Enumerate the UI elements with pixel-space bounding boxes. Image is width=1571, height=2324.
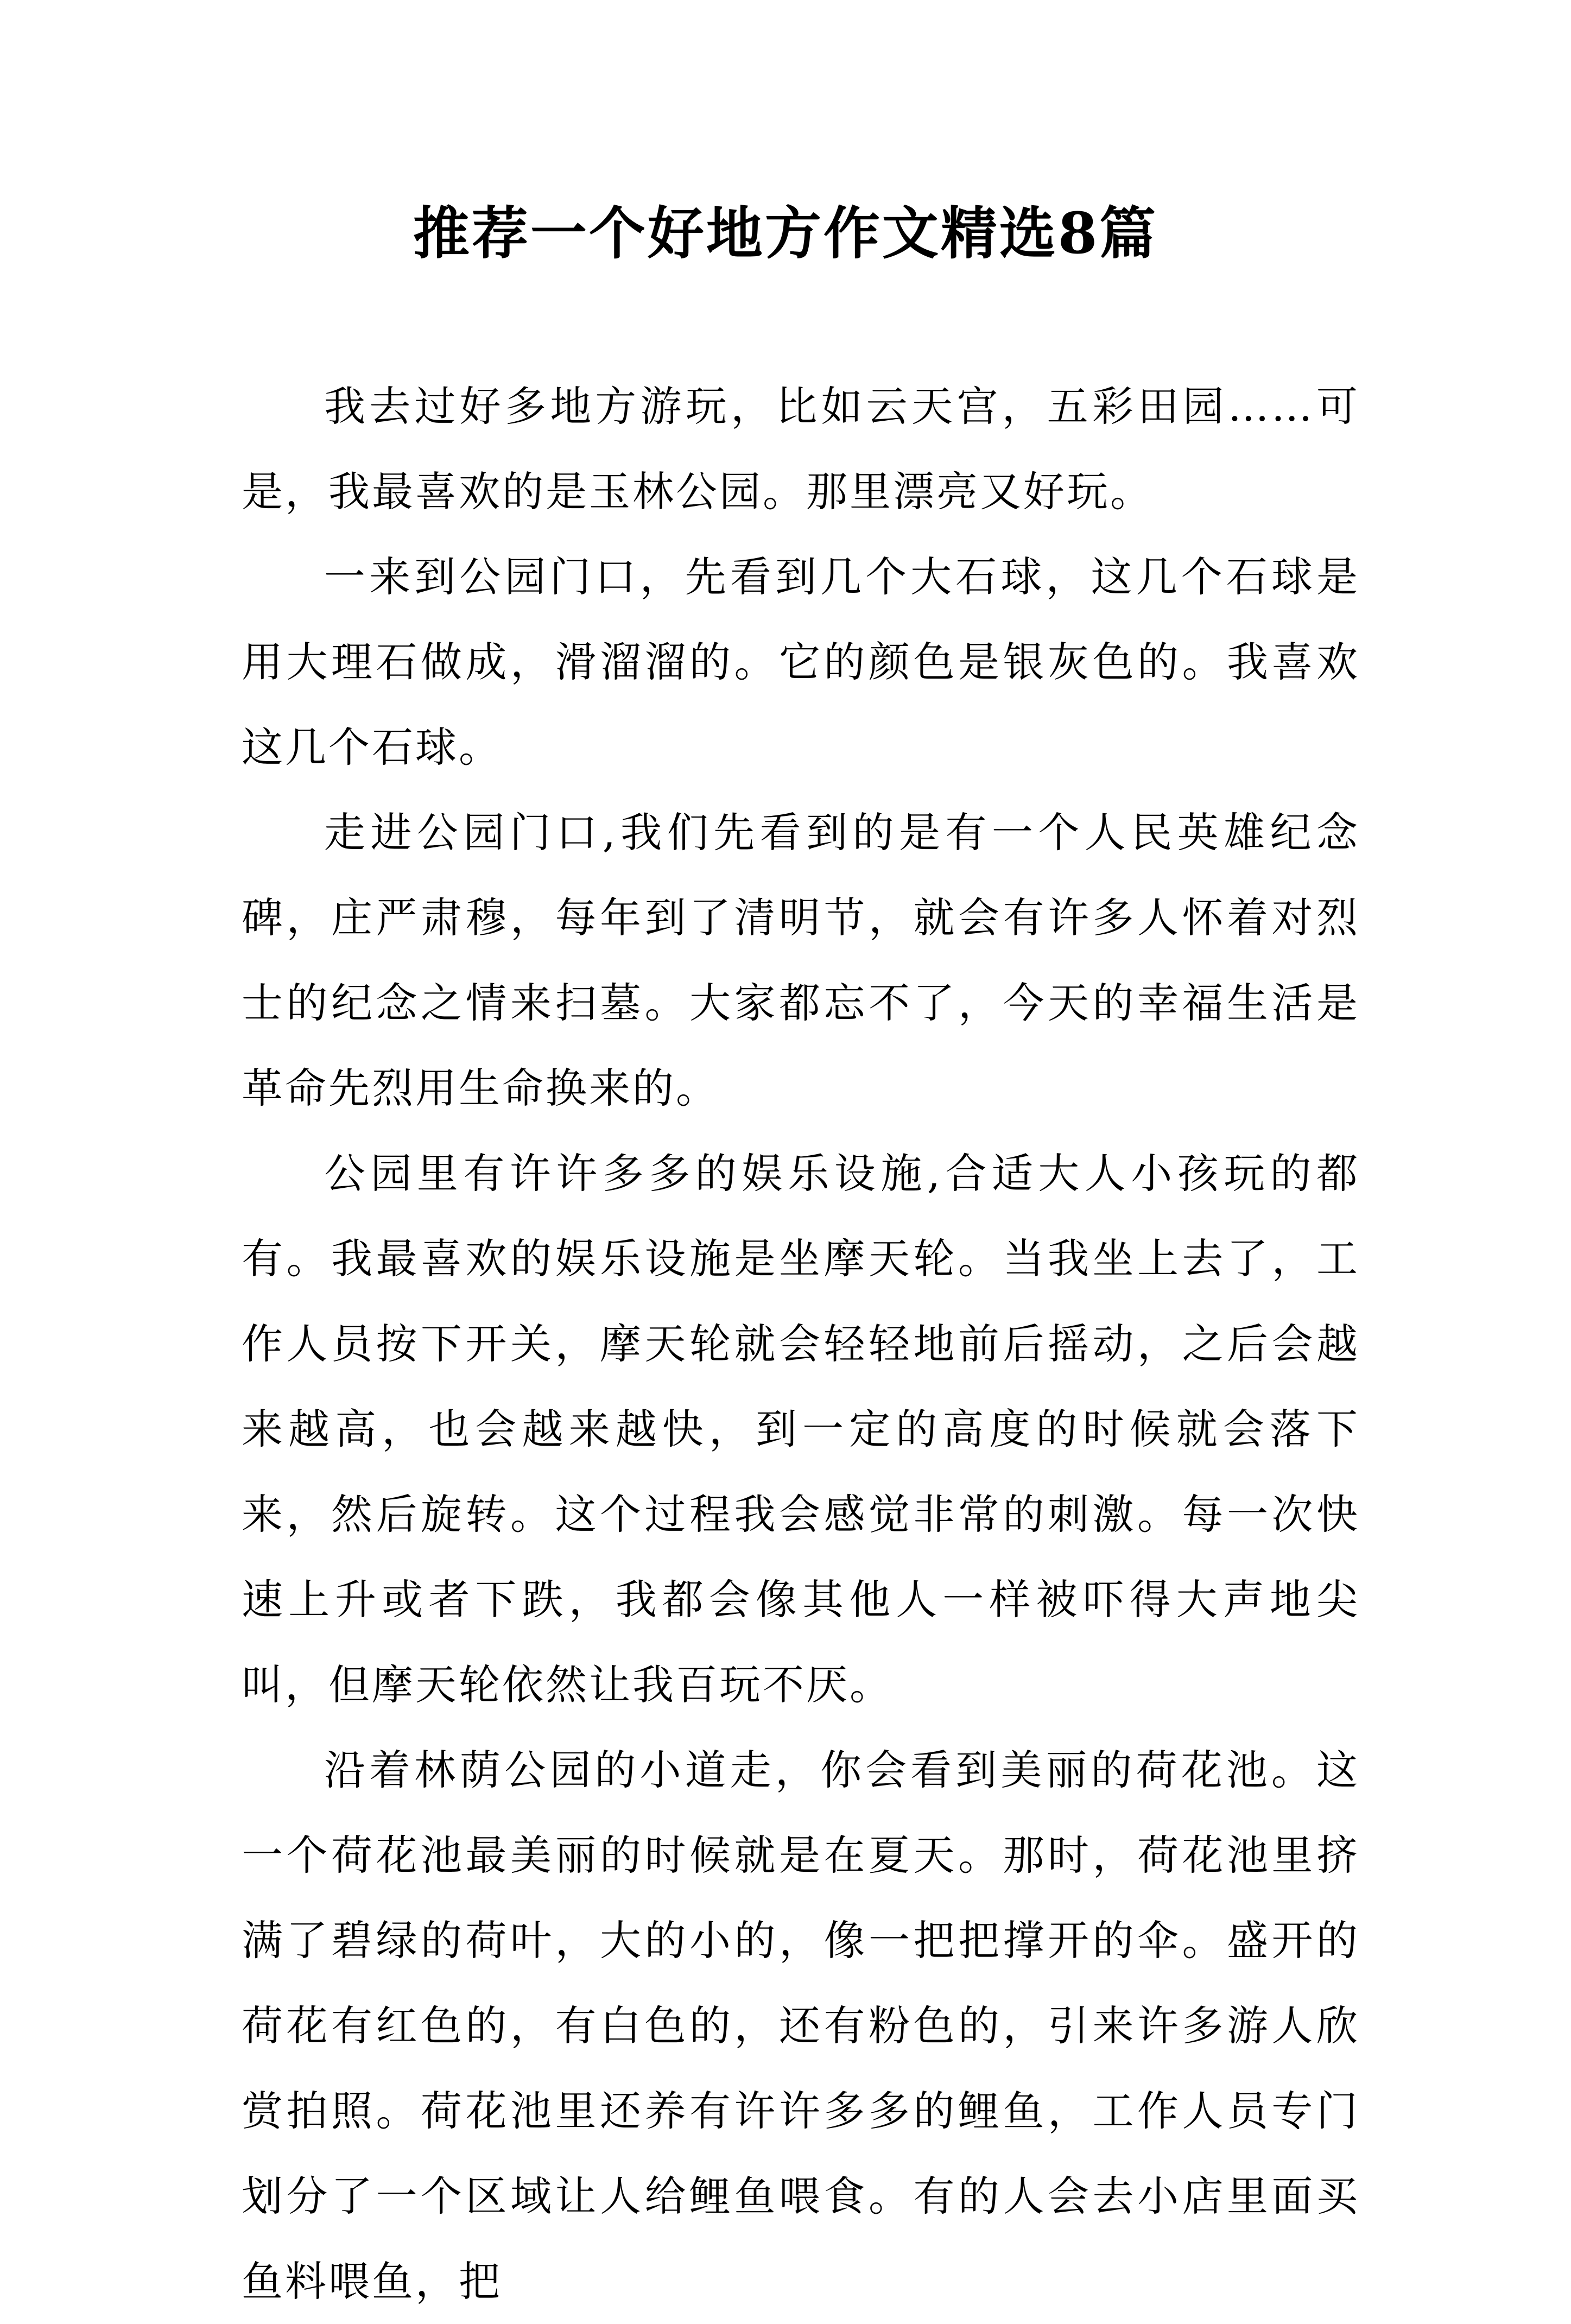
paragraph-1: 我去过好多地方游玩，比如云天宫，五彩田园……可是，我最喜欢的是玉林公园。那里漂亮又好玩。 [242, 382, 1360, 516]
paragraph-5: 沿着林荫公园的小道走，你会看到美丽的荷花池。这一个荷花池最美丽的时候就是在夏天。那时，荷花池里挤满了碧绿的荷叶，大的小的，像一把把撑开的伞。盛开的荷花有红色的，有白色的，还有粉色的，引来许多游人欣赏拍照。荷花池里还养有许许多多的鲤鱼，工作人员专门划分了一个区域让人给鲤鱼喂食。有的人会去小店里面买鱼料喂鱼，把 [242, 1746, 1360, 2306]
paragraph-3: 走进公园门口,我们先看到的是有一个人民英雄纪念碑，庄严肃穆，每年到了清明节，就会有许多人怀着对烈士的纪念之情来扫墓。大家都忘不了，今天的幸福生活是革命先烈用生命换来的。 [242, 808, 1360, 1112]
paragraph-4: 公园里有许许多多的娱乐设施,合适大人小孩玩的都有。我最喜欢的娱乐设施是坐摩天轮。当我坐上去了，工作人员按下开关，摩天轮就会轻轻地前后摇动，之后会越来越高，也会越来越快，到一定的高度的时候就会落下来，然后旋转。这个过程我会感觉非常的刺激。每一次快速上升或者下跌，我都会像其他人一样被吓得大声地尖叫，但摩天轮依然让我百玩不厌。 [242, 1149, 1360, 1709]
paragraph-2: 一来到公园门口，先看到几个大石球，这几个石球是用大理石做成，滑溜溜的。它的颜色是银灰色的。我喜欢这几个石球。 [242, 553, 1360, 771]
document-title: 推荐一个好地方作文精选8篇 [413, 200, 1158, 267]
document-body [242, 364, 1360, 2324]
